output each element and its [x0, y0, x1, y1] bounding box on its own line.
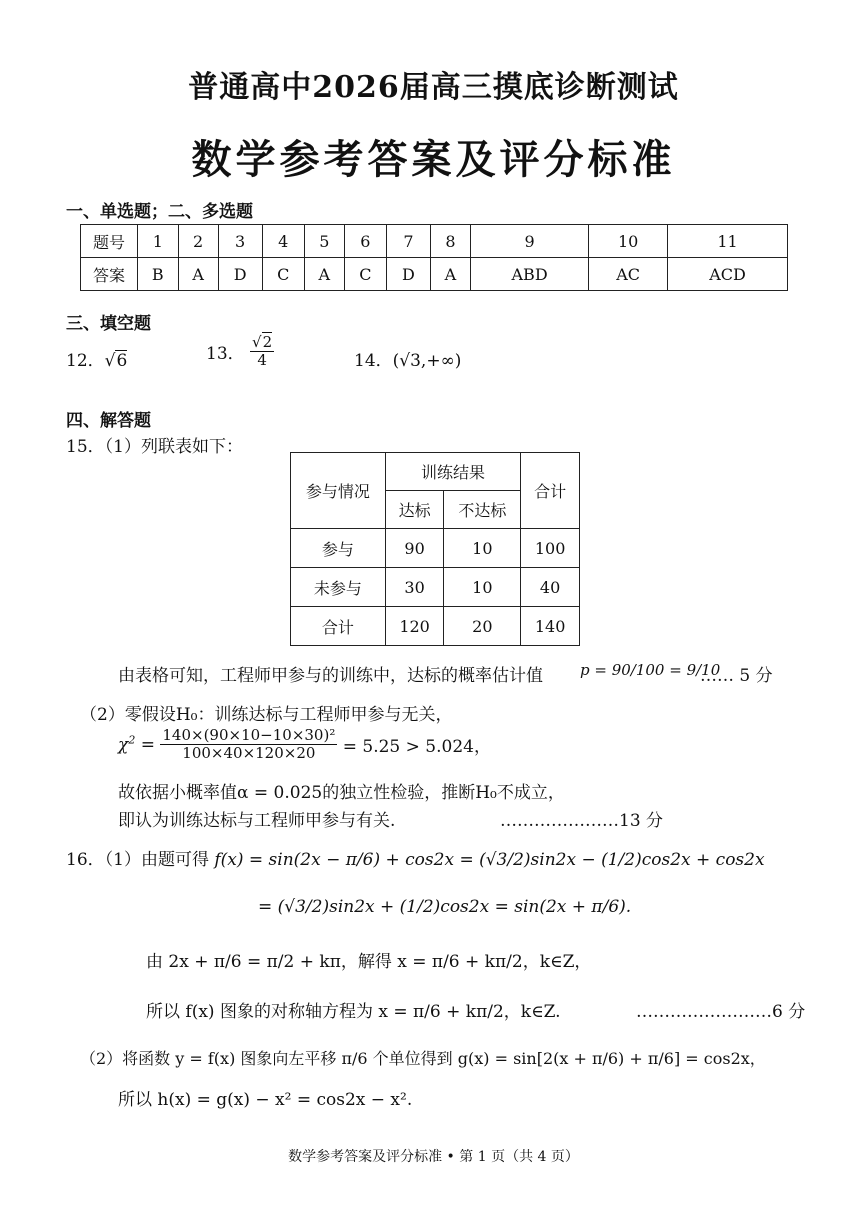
- q-number: 6: [344, 225, 386, 258]
- q-answer: B: [138, 258, 179, 291]
- q14-value: (√3,+∞): [392, 351, 462, 371]
- q16-line1: [66, 845, 765, 870]
- q-number: 3: [218, 225, 262, 258]
- chi-result: = 5.25 > 5.024，: [342, 737, 491, 757]
- th-fail: 不达标: [444, 491, 521, 529]
- q16-p1-score: ……………………6 分: [636, 1002, 806, 1022]
- q-number: 10: [589, 225, 668, 258]
- table-row: [291, 568, 580, 607]
- q-number: 1: [138, 225, 179, 258]
- th-total: 合计: [521, 453, 580, 529]
- answer-table-number-row: [81, 225, 788, 258]
- contingency-table: [290, 452, 580, 646]
- q16-intro: 16．（1）由题可得: [66, 850, 209, 870]
- cell-total: 100: [521, 529, 580, 568]
- chi-square-formula: [118, 727, 491, 762]
- q15-p1-score: …… 5 分: [700, 666, 773, 686]
- q14-label: 14．: [354, 351, 393, 371]
- row-label-answer: 答案: [81, 258, 138, 291]
- cell-fail: 20: [444, 607, 521, 646]
- q12-value: 6: [116, 351, 128, 371]
- q16-expr2: = (√3/2)sin2x + (1/2)cos2x = sin(2x + π/6).: [258, 897, 632, 917]
- q15-p2-hypothesis: （2）零假设H₀：训练达标与工程师甲参与无关，: [80, 705, 453, 725]
- th-pass: 达标: [385, 491, 444, 529]
- section-choice-title: 一、单选题；二、多选题: [66, 202, 253, 222]
- q13-numerator: 2: [262, 333, 273, 351]
- q15-p2-test: 故依据小概率值α = 0.025的独立性检验，推断H₀不成立，: [118, 783, 565, 803]
- exam-title: 普通高中2026届高三摸底诊断测试: [188, 70, 679, 105]
- q12-answer: [66, 346, 127, 371]
- chi-denominator: 100×40×120×20: [182, 744, 316, 762]
- q-number: 7: [386, 225, 430, 258]
- q16-p2-h: 所以 h(x) = g(x) − x² = cos2x − x².: [118, 1090, 413, 1110]
- q15-p1-formula: p = 90/100 = 9/10: [580, 661, 721, 679]
- q-answer: D: [218, 258, 262, 291]
- chi-symbol: $\chi^2$ =: [118, 733, 155, 756]
- q13-answer: [206, 334, 274, 369]
- chi-fraction: [160, 727, 337, 762]
- q15-intro: 15．（1）列联表如下：: [66, 437, 243, 457]
- q15-p2-conclusion: 即认为训练达标与工程师甲参与有关.: [118, 811, 396, 831]
- q13-fraction: $\frac{√2}{4}$: [252, 333, 273, 369]
- q15-p1-text: 由表格可知，工程师甲参与的训练中，达标的概率估计值: [118, 666, 543, 686]
- cell-pass: 90: [385, 529, 444, 568]
- q13-denominator: 4: [257, 351, 267, 369]
- cell-fail: 10: [444, 568, 521, 607]
- cell-pass: 120: [385, 607, 444, 646]
- chi-numerator: 140×(90×10−10×30)²: [162, 726, 336, 744]
- section-solution-title: 四、解答题: [66, 411, 151, 431]
- row-label: 参与: [291, 529, 386, 568]
- q-answer: A: [178, 258, 218, 291]
- page-footer: 数学参考答案及评分标准 • 第 1 页（共 4 页）: [288, 1149, 579, 1165]
- q-number: 11: [668, 225, 788, 258]
- answer-table: [80, 224, 788, 291]
- q-number: 2: [178, 225, 218, 258]
- answer-table-answer-row: [81, 258, 788, 291]
- q16-expr1: f(x) = sin(2x − π/6) + cos2x = (√3/2)sin2x − (1/2)cos2x + cos2x: [214, 850, 765, 870]
- q-answer: AC: [589, 258, 668, 291]
- sqrt-symbol: √: [104, 351, 116, 371]
- cell-total: 140: [521, 607, 580, 646]
- th-result: 训练结果: [385, 453, 520, 491]
- q12-label: 12．: [66, 351, 105, 371]
- row-label: 合计: [291, 607, 386, 646]
- q16-p2-shift: （2）将函数 y = f(x) 图象向左平移 π/6 个单位得到 g(x) = sin[2(x + π/6) + π/6] = cos2x，: [80, 1049, 766, 1068]
- table-row: [291, 529, 580, 568]
- q-answer: ACD: [668, 258, 788, 291]
- cell-fail: 10: [444, 529, 521, 568]
- q14-answer: [354, 346, 461, 371]
- q13-label: 13．: [206, 344, 245, 364]
- q-answer: ABD: [470, 258, 588, 291]
- q-number: 4: [262, 225, 304, 258]
- q16-axis-equation: 所以 f(x) 图象的对称轴方程为 x = π/6 + kπ/2，k∈Z.: [146, 1002, 561, 1022]
- q-number: 9: [470, 225, 588, 258]
- cell-pass: 30: [385, 568, 444, 607]
- q-answer: D: [386, 258, 430, 291]
- table-row: [291, 607, 580, 646]
- q-answer: C: [344, 258, 386, 291]
- answer-key-title: 数学参考答案及评分标准: [191, 136, 676, 183]
- q16-axis-solve: 由 2x + π/6 = π/2 + kπ，解得 x = π/6 + kπ/2，k∈Z，: [146, 952, 592, 972]
- q-answer: A: [430, 258, 470, 291]
- q-answer: C: [262, 258, 304, 291]
- cell-total: 40: [521, 568, 580, 607]
- q-answer: A: [304, 258, 344, 291]
- th-participation: 参与情况: [291, 453, 386, 529]
- q15-p2-score: …………………13 分: [500, 811, 664, 831]
- row-label: 未参与: [291, 568, 386, 607]
- row-label-number: 题号: [81, 225, 138, 258]
- q-number: 8: [430, 225, 470, 258]
- q-number: 5: [304, 225, 344, 258]
- section-fill-title: 三、填空题: [66, 314, 151, 334]
